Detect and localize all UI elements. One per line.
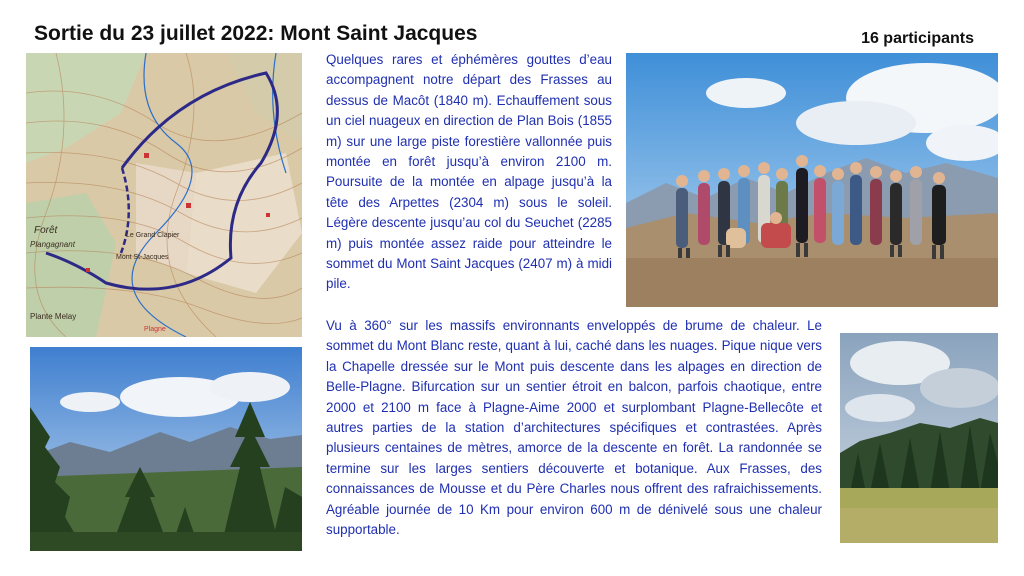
map-label-mont-st-jacques: Mont St-Jacques	[116, 254, 169, 261]
group-photo-image	[626, 53, 998, 307]
map-label-plangagnant: Plangagnant	[30, 240, 75, 249]
map-label-plagne: Plagne	[144, 326, 166, 333]
page-title: Sortie du 23 juillet 2022: Mont Saint Jacques	[34, 22, 478, 45]
topographic-map-image	[26, 53, 302, 337]
participant-count: 16 participants	[861, 30, 974, 47]
map-label-foret: Forêt	[34, 225, 58, 236]
map-label-grand-clapier: Le Grand Clapier	[126, 232, 180, 239]
map-label-plante-melay: Plante Melay	[30, 312, 77, 321]
meadow-forest-image	[840, 333, 998, 543]
story-paragraph-2: Vu à 360° sur les massifs environnants enveloppés de brume de chaleur. Le sommet du Mont Blanc reste, quant à lui, caché dans les nuages. Pique nique vers la Chapelle dressée sur le Mont puis descente dans les alpages en direction de Belle-Plagne. Bifurcation sur un sentier étroit en balcon, parfois chaotique, entre 2000 et 2100 m face à Plagne-Aime 2000 et surplombant Plagne-Bellecôte et autres parties de la station d’architectures spécifiques et contrastées. Après plusieurs centaines de mètres, amorce de la descente en forêt. La randonnée se termine sur les larges sentiers découverte et botanique. Aux Frasses, des connaissances de Mousse et du Père Charles nous offrent des rafraichissements. Agréable journée de 10 Km pour environ 600 m de dénivelé sous une chaleur supportable.	[326, 318, 822, 538]
story-paragraph-1: Quelques rares et éphémères gouttes d’eau accompagnent notre départ des Frasses au dessus de Macôt (1840 m). Echauffement sous un ciel nuageux en direction de Plan Bois (1855 m) sur une large piste forestière vallonnée puis montée en forêt jusqu’à environ 2100 m. Poursuite de la montée en alpage jusqu’à la tête des Arpettes (2304 m) sous le soleil. Légère descente jusqu’au col du Seuchet (2285 m) puis montée assez raide pour atteindre le sommet du Mont Saint Jacques (2407 m) à midi pile.	[326, 52, 612, 292]
mountain-forest-image	[30, 347, 302, 551]
